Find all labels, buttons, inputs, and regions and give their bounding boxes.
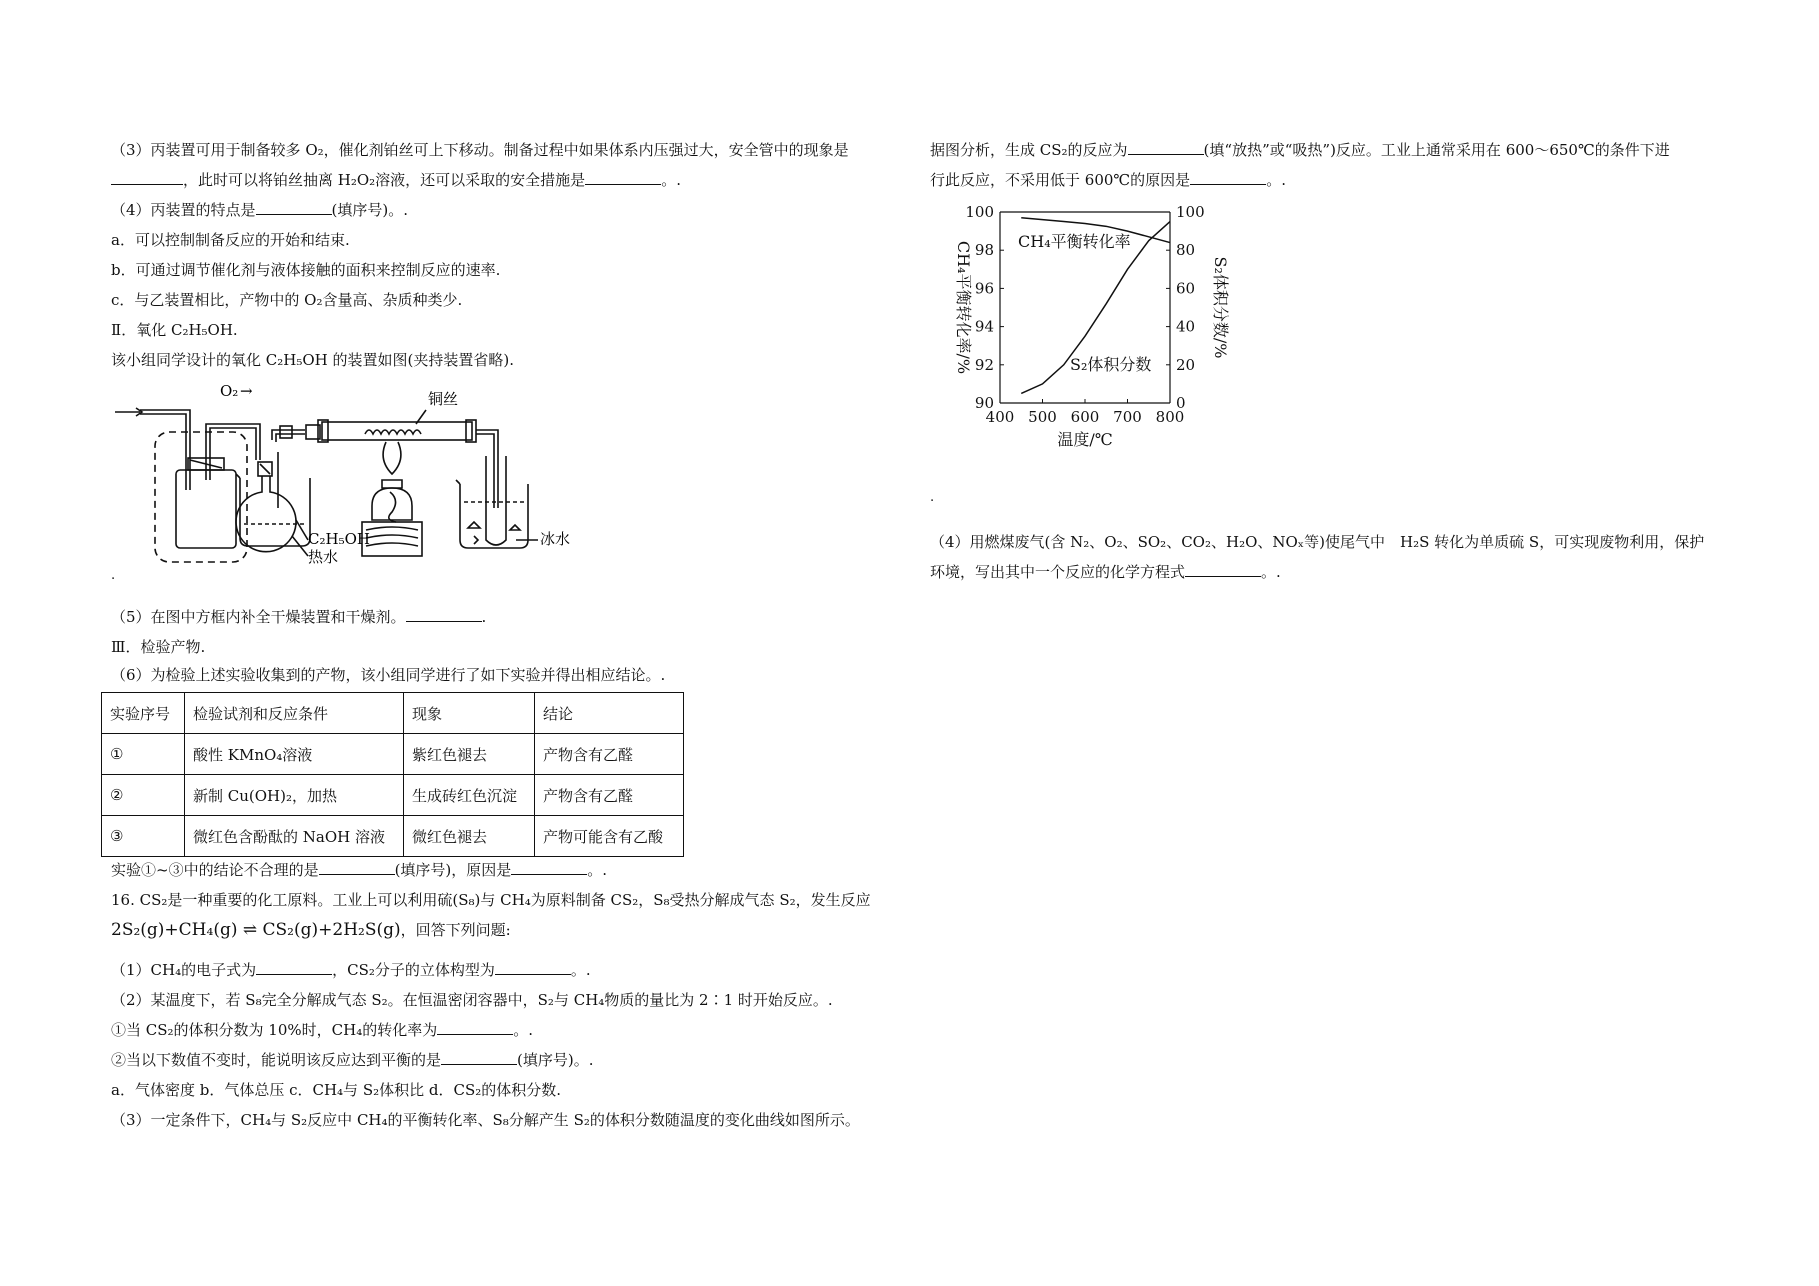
x-tick-label: 500	[1028, 408, 1057, 426]
answer-blank[interactable]	[111, 170, 183, 185]
followup-text-b: (填序号)，原因是	[394, 861, 512, 879]
q16-2-2-line	[111, 1050, 594, 1070]
q16-1-text-a: （1）CH₄的电子式为	[111, 961, 257, 979]
right-line2-b: 。.	[1266, 171, 1286, 189]
q16-2-1-line	[111, 1020, 533, 1040]
o2-label: O₂	[220, 382, 239, 400]
table-cell: 微红色褪去	[404, 816, 535, 857]
table-cell: 产物含有乙醛	[535, 775, 684, 816]
right-q4-line1: （4）用燃煤废气(含 N₂、O₂、SO₂、CO₂、H₂O、NOₓ等)使尾气中 H₂S 转化为单质硫 S，可实现废物利用，保护	[930, 533, 1705, 551]
q4-text: （4）丙装置的特点是	[111, 201, 256, 219]
table-cell: 新制 Cu(OH)₂，加热	[185, 775, 404, 816]
table-cell: 产物含有乙醛	[535, 734, 684, 775]
right-q4-line2	[930, 562, 1281, 582]
q16-3-line: （3）一定条件下，CH₄与 S₂反应中 CH₄的平衡转化率、S₈分解产生 S₂的体积分数随温度的变化曲线如图所示。	[111, 1111, 860, 1129]
y-left-tick-label: 94	[974, 317, 994, 336]
table-cell: 生成砖红色沉淀	[404, 775, 535, 816]
table-header-cell: 实验序号	[102, 693, 185, 734]
ethanol-label: C₂H₅OH	[308, 530, 370, 548]
table-row	[102, 734, 684, 775]
q16-equation-line	[111, 920, 511, 940]
table-header-row	[102, 693, 684, 734]
right-line1	[930, 140, 1670, 160]
series-label-s2: S₂体积分数	[1070, 355, 1152, 374]
answer-blank[interactable]	[437, 1020, 513, 1035]
q16-2-2-text: ②当以下数值不变时，能说明该反应达到平衡的是	[111, 1051, 442, 1069]
answer-blank[interactable]	[256, 200, 332, 215]
table-header-cell: 现象	[404, 693, 535, 734]
table-cell: 产物可能含有乙酸	[535, 816, 684, 857]
y-right-tick-label: 40	[1176, 317, 1196, 336]
answer-blank[interactable]	[406, 607, 482, 622]
right-line1-b: (填“放热”或“吸热”)反应。工业上通常采用在 600～650℃的条件下进	[1203, 141, 1670, 159]
q3-line2	[111, 170, 681, 190]
q3-line1: （3）丙装置可用于制备较多 O₂，催化剂铂丝可上下移动。制备过程中如果体系内压强过大，安全管中的现象是	[111, 141, 849, 159]
q16-equation: 2S₂(g)+CH₄(g) ⇌ CS₂(g)+2H₂S(g)	[111, 920, 401, 940]
q16-1-text-c: 。.	[570, 961, 591, 979]
o2-arrow: →	[240, 382, 253, 400]
right-line1-a: 据图分析，生成 CS₂的反应为	[930, 141, 1128, 159]
q3-line2b: 。.	[661, 171, 681, 189]
table-cell: 紫红色褪去	[404, 734, 535, 775]
table-cell: 酸性 KMnO₄溶液	[185, 734, 404, 775]
q5-tail: .	[481, 608, 487, 626]
copper-label: 铜丝	[428, 390, 459, 408]
y-right-tick-label: 20	[1176, 355, 1196, 374]
answer-blank[interactable]	[495, 960, 571, 975]
answer-blank[interactable]	[1185, 562, 1261, 577]
table-row	[102, 775, 684, 816]
y-left-tick-label: 98	[974, 241, 994, 260]
table-header-cell: 检验试剂和反应条件	[185, 693, 404, 734]
q3-line2a: ，此时可以将铂丝抽离 H₂O₂溶液，还可以采取的安全措施是	[183, 171, 586, 189]
y-left-tick-label: 92	[974, 355, 994, 374]
table-cell: ②	[102, 775, 185, 816]
answer-blank[interactable]	[256, 960, 332, 975]
y-right-axis-label: S₂体积分数/%	[1211, 256, 1230, 359]
section-2-heading: Ⅱ．氧化 C₂H₅OH.	[111, 321, 238, 339]
ice-water-label: 冰水	[540, 530, 571, 548]
temperature-chart	[940, 195, 1240, 495]
option-b: b．可通过调节催化剂与液体接触的面积来控制反应的速率.	[111, 261, 501, 279]
q16-2-1-tail: 。.	[513, 1021, 533, 1039]
table-cell: ①	[102, 734, 185, 775]
q16-line1: 16. CS₂是一种重要的化工原料。工业上可以利用硫(S₈)与 CH₄为原料制备 CS₂，S₈受热分解成气态 S₂，发生反应	[111, 891, 871, 909]
table-header-cell: 结论	[535, 693, 684, 734]
section-2-description: 该小组同学设计的氧化 C₂H₅OH 的装置如图(夹持装置省略).	[111, 351, 514, 369]
y-right-tick-label: 80	[1176, 241, 1196, 260]
q16-1-text-b: ，CS₂分子的立体构型为	[332, 961, 495, 979]
q5-text: （5）在图中方框内补全干燥装置和干燥剂。	[111, 608, 406, 626]
table-cell: ③	[102, 816, 185, 857]
followup-text-c: 。.	[587, 861, 608, 879]
y-left-tick-label: 100	[965, 203, 994, 221]
followup-text-a: 实验①~③中的结论不合理的是	[111, 861, 319, 879]
q6-text: （6）为检验上述实验收集到的产物，该小组同学进行了如下实验并得出相应结论。.	[111, 666, 666, 684]
stray-dot: .	[111, 568, 116, 583]
answer-blank[interactable]	[511, 860, 587, 875]
answer-blank[interactable]	[319, 860, 395, 875]
hot-water-label: 热水	[308, 548, 339, 566]
y-left-axis-label: CH₄平衡转化率/%	[954, 240, 973, 375]
x-tick-label: 600	[1070, 408, 1100, 426]
table-followup	[111, 860, 607, 880]
right-line2-a: 行此反应，不采用低于 600℃的原因是	[930, 171, 1191, 189]
answer-blank[interactable]	[1190, 170, 1266, 185]
answer-blank[interactable]	[585, 170, 661, 185]
q16-2-1-text: ①当 CS₂的体积分数为 10%时，CH₄的转化率为	[111, 1021, 438, 1039]
answer-blank[interactable]	[1128, 140, 1204, 155]
q16-2-line: （2）某温度下，若 S₈完全分解成气态 S₂。在恒温密闭容器中，S₂与 CH₄物质的量比为 2∶1 时开始反应。.	[111, 991, 833, 1009]
stray-dot: .	[930, 490, 935, 505]
q16-2-2-tail: (填序号)。.	[517, 1051, 594, 1069]
y-right-tick-label: 100	[1176, 203, 1205, 221]
q16-options: a．气体密度 b．气体总压 c．CH₄与 S₂体积比 d．CS₂的体积分数.	[111, 1081, 562, 1099]
x-axis-label: 温度/℃	[1057, 430, 1113, 449]
q5-line	[111, 607, 486, 627]
x-tick-label: 400	[985, 408, 1015, 426]
right-column	[920, 0, 1819, 1286]
x-tick-label: 800	[1155, 408, 1185, 426]
y-right-tick-label: 60	[1176, 279, 1196, 298]
option-a: a．可以控制制备反应的开始和结束.	[111, 231, 350, 249]
y-left-tick-label: 90	[974, 394, 994, 412]
option-c: c．与乙装置相比，产物中的 O₂含量高、杂质种类少.	[111, 291, 463, 309]
x-tick-label: 700	[1113, 408, 1142, 426]
y-left-tick-label: 96	[974, 279, 994, 298]
q4-tail: (填序号)。.	[331, 201, 409, 219]
apparatus-diagram	[110, 380, 670, 570]
right-line2	[930, 170, 1286, 190]
series-label-ch4: CH₄平衡转化率	[1018, 232, 1131, 251]
right-q4-line2-a: 环境，写出其中一个反应的化学方程式	[930, 563, 1186, 581]
table-row	[102, 816, 684, 857]
q16-1-line	[111, 960, 591, 980]
section-3-heading: Ⅲ．检验产物.	[111, 638, 206, 656]
right-q4-line2-b: 。.	[1261, 563, 1281, 581]
results-table	[101, 692, 684, 857]
q4-line	[111, 200, 408, 220]
q16-equation-tail: ，回答下列问题:	[400, 921, 511, 939]
y-right-tick-label: 0	[1176, 394, 1186, 412]
answer-blank[interactable]	[441, 1050, 517, 1065]
table-cell: 微红色含酚酞的 NaOH 溶液	[185, 816, 404, 857]
